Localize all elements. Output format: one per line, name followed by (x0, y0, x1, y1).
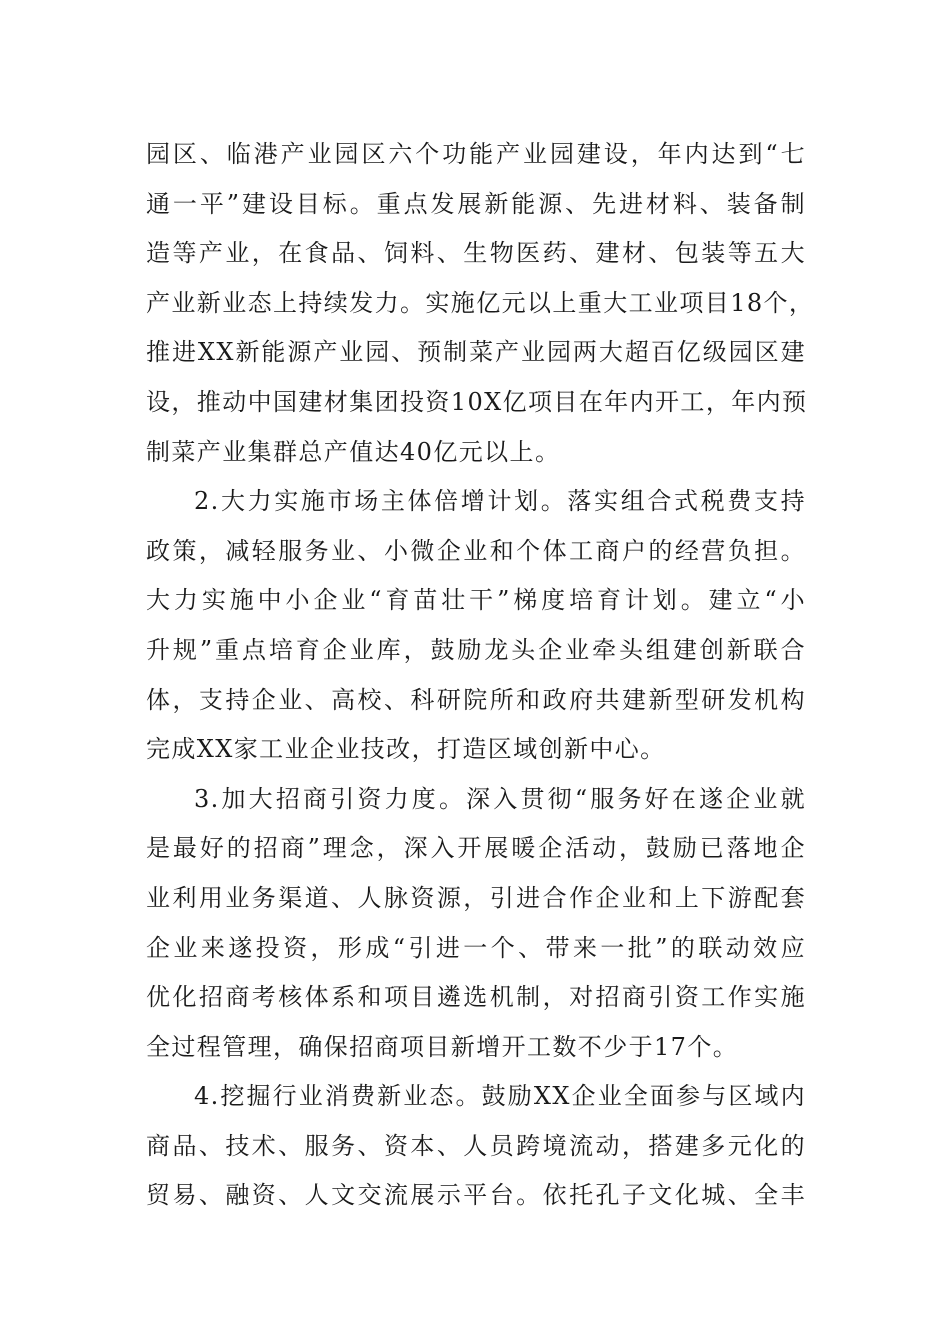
text-line: 是最好的招商”理念，深入开展暖企活动，鼓励已落地企 (146, 834, 806, 863)
paragraph-heading-line: 2.大力实施市场主体倍增计划。落实组合式税费支持 (194, 487, 806, 516)
text-line: 企业来遂投资，形成“引进一个、带来一批”的联动效应 (146, 933, 806, 962)
text-line: 大力实施中小企业“育苗壮干”梯度培育计划。建立“小 (146, 586, 806, 615)
text-line: 贸易、融资、人文交流展示平台。依托孔子文化城、全丰 (146, 1181, 806, 1210)
text-line: 商品、技术、服务、资本、人员跨境流动，搭建多元化的 (146, 1131, 806, 1160)
text-line: 造等产业，在食品、饲料、生物医药、建材、包装等五大 (146, 239, 806, 268)
document-body (146, 130, 815, 1221)
text-line: 体，支持企业、高校、科研院所和政府共建新型研发机构 (146, 685, 806, 714)
text-line: 产业新业态上持续发力。实施亿元以上重大工业项目18个， (146, 288, 815, 317)
text-line: 政策，减轻服务业、小微企业和个体工商户的经营负担。 (146, 536, 806, 565)
text-line: 园区、临港产业园区六个功能产业园建设，年内达到“七 (146, 140, 806, 168)
paragraph-heading-line: 4.挖掘行业消费新业态。鼓励XX企业全面参与区域内 (194, 1082, 806, 1111)
text-line: 制菜产业集群总产值达40亿元以上。 (146, 437, 561, 466)
text-line: 优化招商考核体系和项目遴选机制，对招商引资工作实施 (146, 983, 806, 1012)
text-line: 完成XX家工业企业技改，打造区域创新中心。 (146, 735, 666, 764)
paragraph-heading-line: 3.加大招商引资力度。深入贯彻“服务好在遂企业就 (194, 784, 806, 813)
text-line: 通一平”建设目标。重点发展新能源、先进材料、装备制 (146, 189, 806, 218)
text-line: 推进XX新能源产业园、预制菜产业园两大超百亿级园区建 (146, 338, 806, 367)
text-line: 设，推动中国建材集团投资10X亿项目在年内开工，年内预 (146, 387, 808, 416)
text-line: 升规”重点培育企业库，鼓励龙头企业牵头组建创新联合 (146, 635, 806, 664)
text-line: 业利用业务渠道、人脉资源，引进合作企业和上下游配套 (146, 883, 806, 912)
text-line: 全过程管理，确保招商项目新增开工数不少于17个。 (146, 1032, 739, 1061)
